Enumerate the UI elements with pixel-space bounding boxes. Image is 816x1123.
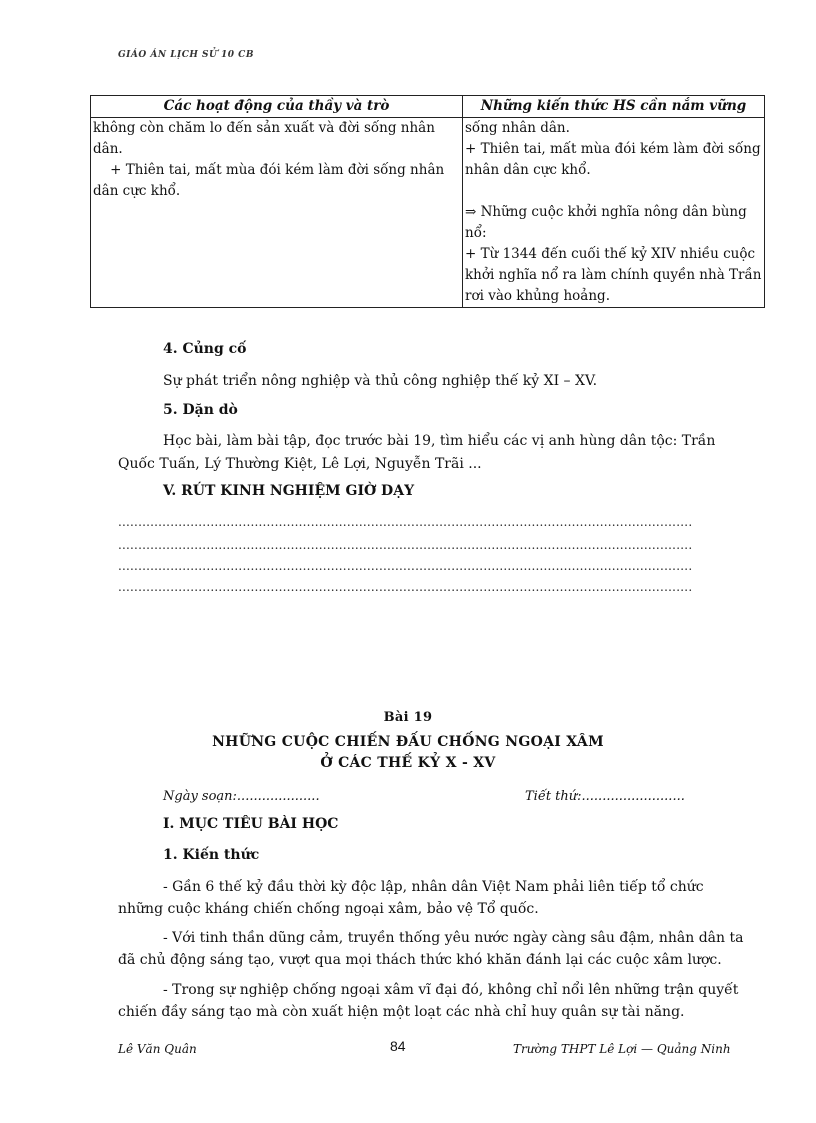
table-text-line: không còn chăm lo đến sản xuất và đời sống nhân bbox=[93, 120, 435, 136]
table-text-line: dân. bbox=[93, 141, 123, 157]
table-text-line: + Từ 1344 đến cuối thế kỷ XIV nhiều cuộc bbox=[465, 246, 756, 262]
period-field: Tiết thứ:......................... bbox=[525, 789, 685, 804]
dotted-line: ........................................................................................................................................……. bbox=[118, 515, 693, 529]
table-text-line: rơi vào khủng hoảng. bbox=[465, 288, 610, 304]
paragraph-line: - Gần 6 thế kỷ đầu thời kỳ độc lập, nhân dân Việt Nam phải liên tiếp tổ chức bbox=[163, 879, 704, 895]
paragraph-line: những cuộc kháng chiến chống ngoại xâm, bảo vệ Tổ quốc. bbox=[118, 901, 539, 917]
table-text-line: nổ: bbox=[465, 225, 487, 241]
paragraph-line: - Trong sự nghiệp chống ngoại xâm vĩ đại đó, không chỉ nổi lên những trận quyết bbox=[163, 982, 739, 998]
table-text-line bbox=[465, 181, 762, 202]
lesson-number: Bài 19 bbox=[383, 710, 433, 725]
paragraph-line: đã chủ động sáng tạo, vượt qua mọi thách thức khó khăn đánh lại các cuộc xâm lược. bbox=[118, 952, 722, 968]
dotted-line: ........................................................................................................................................……. bbox=[118, 580, 693, 594]
table-text-line: nhân dân cực khổ. bbox=[465, 162, 591, 178]
section-5-title: 5. Dặn dò bbox=[163, 402, 238, 418]
section-4-title: 4. Củng cố bbox=[163, 341, 247, 357]
section-4-text: Sự phát triển nông nghiệp và thủ công nghiệp thế kỷ XI – XV. bbox=[163, 373, 598, 389]
dotted-line: ........................................................................................................................................……. bbox=[118, 559, 693, 573]
page-number: 84 bbox=[390, 1038, 406, 1054]
lesson-title-line1: NHỮNG CUỘC CHIẾN ĐẤU CHỐNG NGOẠI XÂM bbox=[212, 734, 604, 750]
section-v-title: V. RÚT KINH NGHIỆM GIỜ DẠY bbox=[163, 483, 415, 499]
table-text-line: dân cực khổ. bbox=[93, 183, 181, 199]
table-header-knowledge: Những kiến thức HS cần nắm vững bbox=[463, 96, 765, 118]
table-text-line: + Thiên tai, mất mùa đói kém làm đời sống nhân bbox=[93, 162, 445, 178]
paragraph-line: - Với tinh thần dũng cảm, truyền thống yêu nước ngày càng sâu đậm, nhân dân ta bbox=[163, 930, 744, 946]
table-header-activities: Các hoạt động của thầy và trò bbox=[91, 96, 463, 118]
table-text-line: khởi nghĩa nổ ra làm chính quyền nhà Trần bbox=[465, 267, 762, 283]
dotted-line: ........................................................................................................................................……. bbox=[118, 538, 693, 552]
footer-author: Lê Văn Quân bbox=[118, 1042, 197, 1056]
lesson-title-line2: Ở CÁC THẾ KỶ X - XV bbox=[320, 755, 496, 771]
date-field: Ngày soạn:.................... bbox=[163, 789, 320, 804]
section-5-text-line1: Học bài, làm bài tập, đọc trước bài 19, tìm hiểu các vị anh hùng dân tộc: Trần bbox=[163, 433, 716, 449]
table-text-line: sống nhân dân. bbox=[465, 120, 570, 136]
footer-school: Trường THPT Lê Lợi — Quảng Ninh bbox=[513, 1042, 731, 1056]
running-header: GIÁO ÁN LỊCH SỬ 10 CB bbox=[118, 50, 254, 60]
section-i-title: I. MỤC TIÊU BÀI HỌC bbox=[163, 816, 339, 832]
lesson-table bbox=[90, 95, 765, 308]
table-text-line: ⇒ Những cuộc khởi nghĩa nông dân bùng bbox=[465, 204, 747, 220]
table-cell-activities bbox=[91, 118, 463, 308]
paragraph-line: chiến đầy sáng tạo mà còn xuất hiện một loạt các nhà chỉ huy quân sự tài năng. bbox=[118, 1004, 685, 1020]
subsection-knowledge-title: 1. Kiến thức bbox=[163, 847, 260, 863]
table-text-line: + Thiên tai, mất mùa đói kém làm đời sống bbox=[465, 141, 761, 157]
section-5-text-line2: Quốc Tuấn, Lý Thường Kiệt, Lê Lợi, Nguyễn Trãi ... bbox=[118, 456, 482, 472]
table-cell-knowledge bbox=[463, 118, 765, 308]
